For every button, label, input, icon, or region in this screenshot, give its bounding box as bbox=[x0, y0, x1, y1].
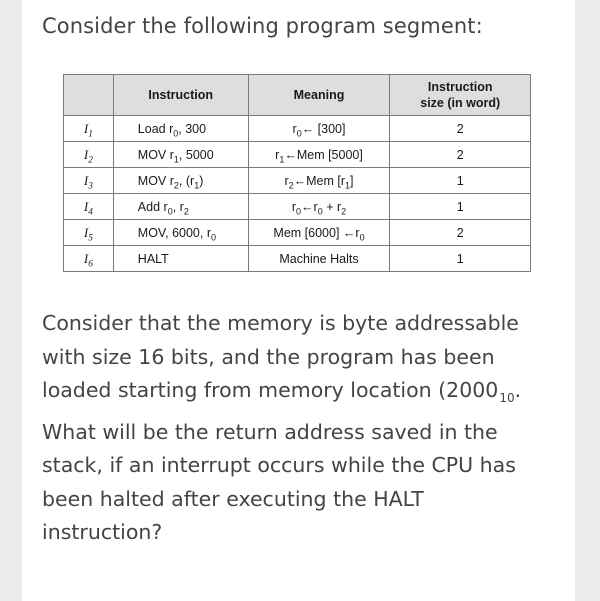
instruction-subscript: 0 bbox=[210, 232, 216, 242]
meaning-subscript: 0 bbox=[296, 128, 302, 138]
row-label bbox=[64, 168, 114, 194]
program-table bbox=[63, 74, 531, 272]
instruction-text: MOV r bbox=[137, 173, 174, 188]
instruction-text: Load r bbox=[137, 121, 174, 136]
row-instruction bbox=[113, 246, 248, 272]
row-meaning bbox=[248, 194, 390, 220]
instruction-text: , (r bbox=[178, 173, 195, 188]
row-instruction bbox=[113, 220, 248, 246]
instruction-subscript: 0 bbox=[167, 206, 173, 216]
table-row bbox=[64, 246, 531, 272]
instruction-subscript: 2 bbox=[183, 206, 189, 216]
instruction-subscript: 0 bbox=[173, 128, 179, 138]
row-label-letter: I bbox=[83, 224, 89, 240]
row-meaning bbox=[248, 220, 390, 246]
meaning-text: Mem [6000] ←r bbox=[273, 225, 360, 240]
table-row bbox=[64, 116, 531, 142]
header-meaning: Meaning bbox=[248, 75, 390, 116]
question-intro: Consider the following program segment: bbox=[42, 14, 483, 38]
row-label-subscript: 5 bbox=[88, 233, 93, 244]
meaning-text: ←Mem [r bbox=[293, 173, 346, 188]
header-instruction: Instruction bbox=[113, 75, 248, 116]
meaning-text: ← [300] bbox=[301, 121, 346, 136]
row-label bbox=[64, 194, 114, 220]
instruction-text: , 5000 bbox=[178, 147, 214, 162]
row-instruction bbox=[113, 142, 248, 168]
row-size: 2 bbox=[390, 142, 531, 168]
paragraph-line-5: stack, if an interrupt occurs while the CPU has bbox=[42, 453, 516, 477]
row-label-letter: I bbox=[83, 250, 89, 266]
table-row bbox=[64, 142, 531, 168]
row-label-subscript: 6 bbox=[88, 259, 93, 270]
meaning-text: r bbox=[284, 173, 289, 188]
row-meaning bbox=[248, 142, 390, 168]
row-label-letter: I bbox=[83, 146, 89, 162]
instruction-text: ) bbox=[199, 173, 204, 188]
row-meaning bbox=[248, 168, 390, 194]
meaning-subscript: 2 bbox=[288, 180, 294, 190]
row-size: 1 bbox=[390, 194, 531, 220]
paragraph-line-3-text: loaded starting from memory location (2000 bbox=[42, 378, 499, 402]
paragraph-subscript-suffix: . bbox=[514, 378, 522, 402]
row-label-letter: I bbox=[83, 120, 89, 136]
row-label-subscript: 4 bbox=[88, 207, 93, 218]
row-meaning bbox=[248, 246, 390, 272]
meaning-text: r bbox=[292, 121, 297, 136]
meaning-text: Machine Halts bbox=[279, 251, 359, 266]
meaning-subscript: 2 bbox=[341, 206, 347, 216]
row-label-letter: I bbox=[83, 172, 89, 188]
table-row bbox=[64, 194, 531, 220]
row-meaning bbox=[248, 116, 390, 142]
meaning-subscript: 0 bbox=[296, 206, 302, 216]
table-header-row bbox=[64, 75, 531, 116]
paragraph-line-7: instruction? bbox=[42, 520, 163, 544]
row-instruction bbox=[113, 194, 248, 220]
row-label bbox=[64, 246, 114, 272]
instruction-text: Add r bbox=[137, 199, 168, 214]
row-label-letter: I bbox=[83, 198, 89, 214]
instruction-text: MOV, 6000, r bbox=[137, 225, 211, 240]
paragraph-subscript: 10 bbox=[499, 391, 515, 405]
row-size: 1 bbox=[390, 168, 531, 194]
row-label-subscript: 2 bbox=[88, 155, 93, 166]
meaning-text: ←Mem [5000] bbox=[284, 147, 363, 162]
header-size bbox=[390, 75, 531, 116]
meaning-text: ←r bbox=[301, 199, 318, 214]
row-label bbox=[64, 142, 114, 168]
meaning-text: + r bbox=[322, 199, 342, 214]
instruction-subscript: 2 bbox=[173, 180, 179, 190]
row-size: 2 bbox=[390, 116, 531, 142]
meaning-subscript: 1 bbox=[279, 154, 285, 164]
question-paragraph bbox=[42, 307, 562, 550]
paragraph-line-4: What will be the return address saved in the bbox=[42, 419, 498, 444]
paragraph-line-3 bbox=[42, 374, 562, 416]
meaning-subscript: 0 bbox=[317, 206, 323, 216]
row-label bbox=[64, 116, 114, 142]
paragraph-line-1: Consider that the memory is byte addressable bbox=[42, 311, 519, 335]
row-label bbox=[64, 220, 114, 246]
paragraph-line-2: with size 16 bits, and the program has been bbox=[42, 344, 495, 369]
instruction-text: , 300 bbox=[178, 121, 207, 136]
table-row bbox=[64, 168, 531, 194]
table-body bbox=[64, 116, 531, 272]
meaning-text: r bbox=[291, 199, 297, 214]
meaning-text: r bbox=[275, 147, 280, 162]
header-size-line2: size (in word) bbox=[420, 96, 501, 110]
row-label-subscript: 3 bbox=[88, 181, 93, 192]
instruction-subscript: 1 bbox=[194, 180, 200, 190]
instruction-text: , r bbox=[172, 199, 184, 214]
row-size: 2 bbox=[390, 220, 531, 246]
header-label bbox=[64, 75, 114, 116]
row-instruction bbox=[113, 116, 248, 142]
instruction-text: HALT bbox=[137, 251, 169, 266]
question-card bbox=[22, 0, 575, 601]
instruction-subscript: 1 bbox=[173, 154, 179, 164]
paragraph-line-6: been halted after executing the HALT bbox=[42, 486, 424, 511]
meaning-subscript: 0 bbox=[359, 232, 365, 242]
instruction-text: MOV r bbox=[137, 147, 174, 162]
header-size-line1: Instruction bbox=[427, 80, 493, 94]
meaning-text: ] bbox=[350, 173, 354, 188]
meaning-subscript: 1 bbox=[345, 180, 351, 190]
row-instruction bbox=[113, 168, 248, 194]
program-table-wrapper bbox=[63, 74, 531, 272]
row-size: 1 bbox=[390, 246, 531, 272]
row-label-subscript: 1 bbox=[88, 129, 93, 140]
table-row bbox=[64, 220, 531, 246]
